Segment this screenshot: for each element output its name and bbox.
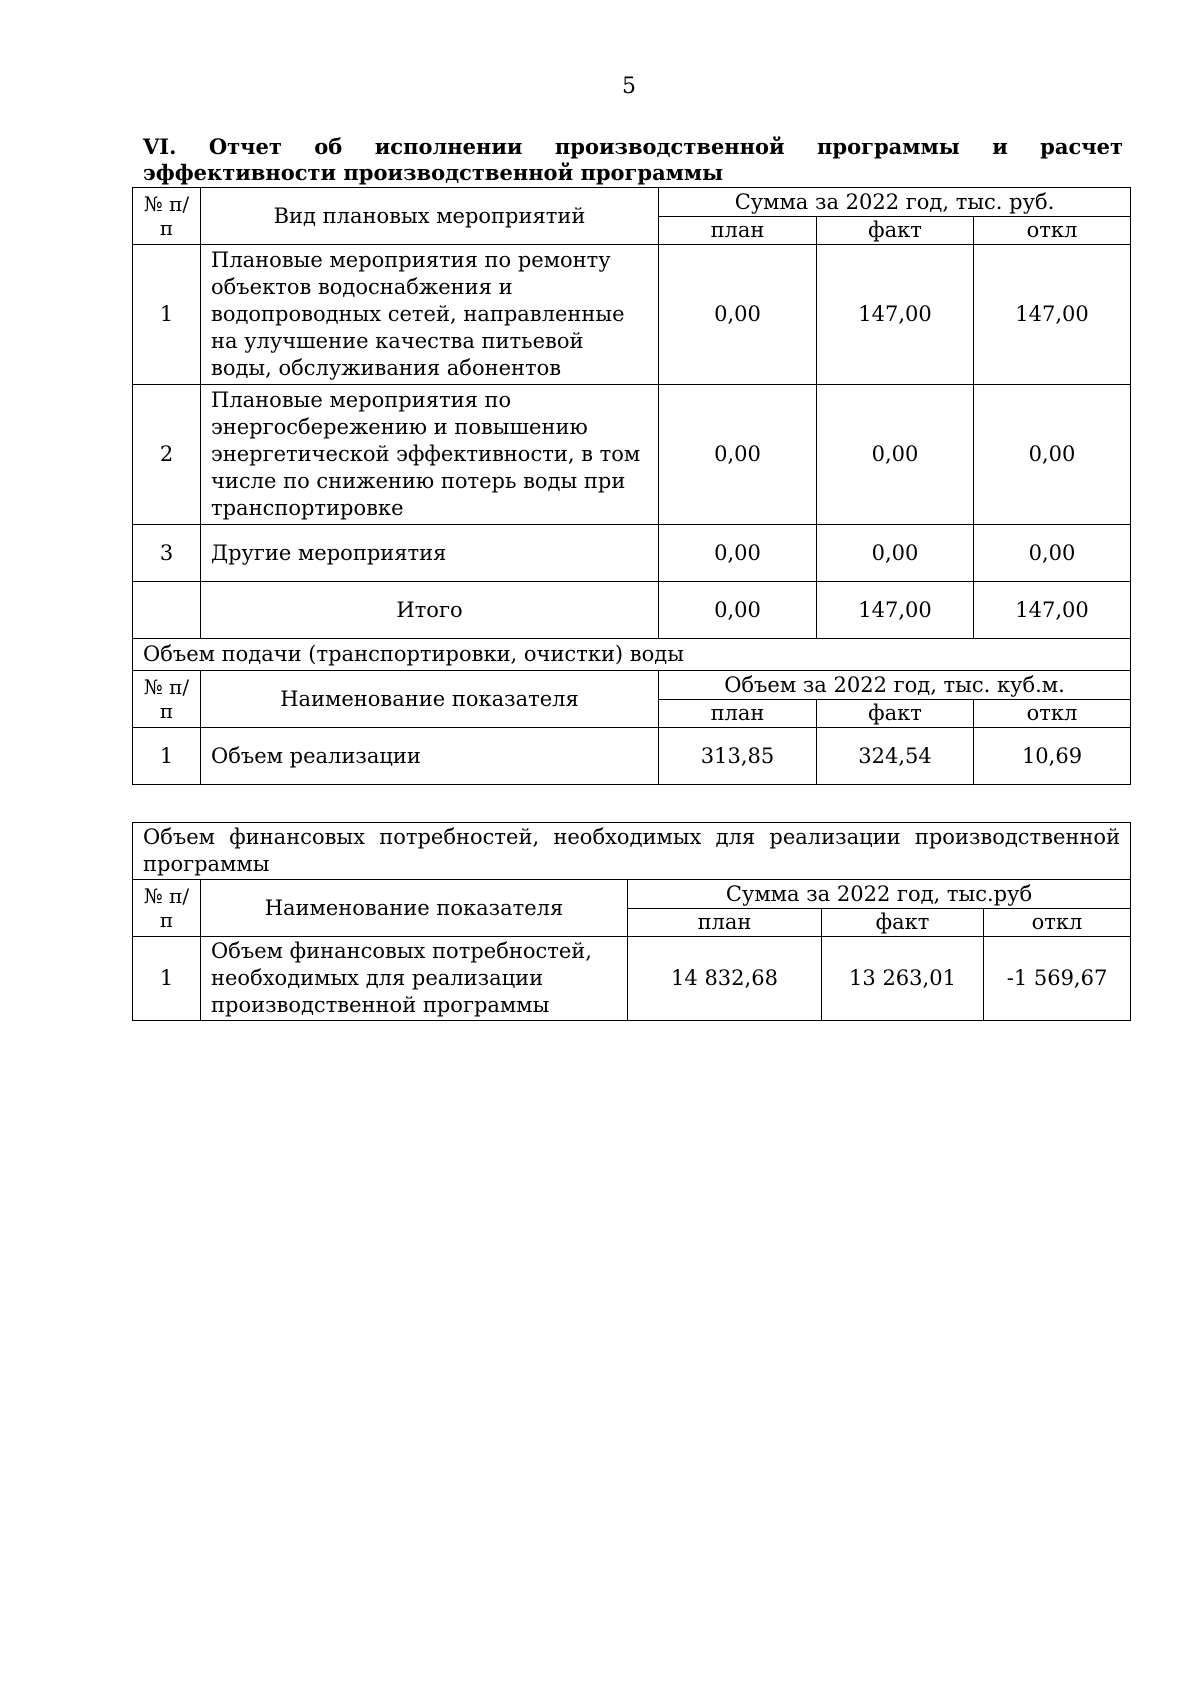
column-header-fact: факт (822, 909, 984, 937)
plan-value: 0,00 (659, 385, 817, 525)
deviation-value: -1 569,67 (984, 937, 1131, 1021)
total-label: Итого (201, 582, 659, 639)
column-header-fact: факт (817, 700, 974, 728)
row-number: 1 (133, 245, 201, 385)
activity-name: Другие мероприятия (201, 525, 659, 582)
total-fact: 147,00 (817, 582, 974, 639)
column-header-deviation: откл (974, 217, 1131, 245)
column-header-indicator: Наименование показателя (201, 671, 659, 728)
table-row (133, 525, 1131, 582)
deviation-value: 147,00 (974, 245, 1131, 385)
indicator-name: Объем реализации (201, 728, 659, 785)
plan-value: 0,00 (659, 525, 817, 582)
column-header-activity: Вид плановых мероприятий (201, 188, 659, 245)
deviation-value: 0,00 (974, 525, 1131, 582)
total-plan: 0,00 (659, 582, 817, 639)
column-header-number: № п/п (133, 880, 201, 937)
fact-value: 147,00 (817, 245, 974, 385)
column-header-volume: Объем за 2022 год, тыс. куб.м. (659, 671, 1131, 700)
column-header-number: № п/п (133, 671, 201, 728)
column-header-plan: план (659, 700, 817, 728)
column-header-sum: Сумма за 2022 год, тыс.руб (628, 880, 1131, 909)
column-header-sum: Сумма за 2022 год, тыс. руб. (659, 188, 1131, 217)
production-program-table (132, 187, 1131, 785)
fact-value: 0,00 (817, 385, 974, 525)
row-number: 2 (133, 385, 201, 525)
plan-value: 0,00 (659, 245, 817, 385)
deviation-value: 0,00 (974, 385, 1131, 525)
column-header-plan: план (628, 909, 822, 937)
activity-name: Плановые мероприятия по ремонту объектов водоснабжения и водопроводных сетей, направленные на улучшение качества питьевой воды, обслуживания абонентов (201, 245, 659, 385)
section-title: VI. Отчет об исполнении производственной программы и расчет эффективности производственной программы (143, 134, 1123, 185)
row-number: 1 (133, 728, 201, 785)
fact-value: 0,00 (817, 525, 974, 582)
column-header-deviation: откл (984, 909, 1131, 937)
table-row (133, 245, 1131, 385)
table-row (133, 728, 1131, 785)
column-header-number: № п/п (133, 188, 201, 245)
empty-cell (133, 582, 201, 639)
total-row (133, 582, 1131, 639)
fact-value: 13 263,01 (822, 937, 984, 1021)
plan-value: 313,85 (659, 728, 817, 785)
table-row (133, 385, 1131, 525)
page-number: 5 (622, 74, 636, 99)
row-number: 3 (133, 525, 201, 582)
table-row (133, 937, 1131, 1021)
financial-needs-table (132, 822, 1131, 1021)
column-header-deviation: откл (974, 700, 1131, 728)
plan-value: 14 832,68 (628, 937, 822, 1021)
column-header-indicator: Наименование показателя (201, 880, 628, 937)
indicator-name: Объем финансовых потребностей, необходимых для реализации производственной программы (201, 937, 628, 1021)
column-header-fact: факт (817, 217, 974, 245)
column-header-plan: план (659, 217, 817, 245)
activity-name: Плановые мероприятия по энергосбережению и повышению энергетической эффективности, в том числе по снижению потерь воды при транспортировке (201, 385, 659, 525)
row-number: 1 (133, 937, 201, 1021)
total-deviation: 147,00 (974, 582, 1131, 639)
deviation-value: 10,69 (974, 728, 1131, 785)
financial-section-title: Объем финансовых потребностей, необходимых для реализации производственной программы (133, 823, 1131, 880)
fact-value: 324,54 (817, 728, 974, 785)
volume-section-title: Объем подачи (транспортировки, очистки) воды (133, 639, 1131, 671)
